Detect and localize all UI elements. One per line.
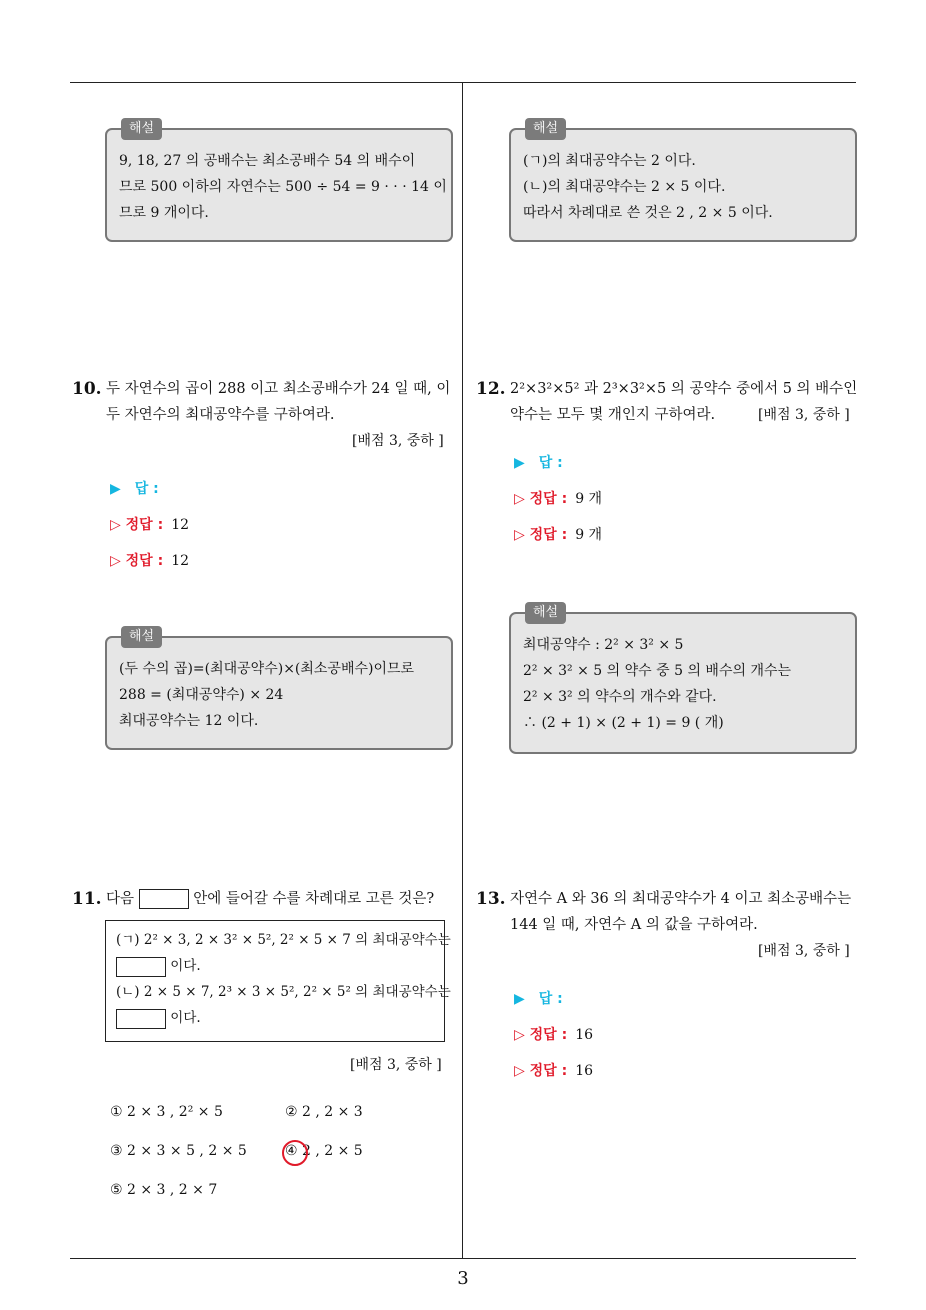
condition-b bbox=[116, 979, 451, 1005]
column-divider bbox=[462, 82, 463, 1258]
blank-box bbox=[116, 957, 166, 977]
question-11 bbox=[72, 886, 456, 916]
outline-triangle-icon: ▷ bbox=[514, 1063, 525, 1079]
question-13 bbox=[476, 886, 860, 946]
condition-tail: 이다. bbox=[170, 1010, 201, 1026]
question-line: 두 자연수의 최대공약수를 구하여라. bbox=[106, 407, 335, 423]
solution-box-q9 bbox=[105, 121, 453, 242]
solution-box-q12 bbox=[509, 605, 857, 754]
score-label: [배점 3, 중하 ] bbox=[352, 433, 444, 449]
correct-label: 정답 : bbox=[529, 491, 568, 507]
correct-answer-row bbox=[110, 514, 189, 534]
correct-answer-row bbox=[110, 550, 189, 570]
outline-triangle-icon: ▷ bbox=[514, 491, 525, 507]
choice-2[interactable]: ② 2 , 2 × 3 bbox=[285, 1104, 363, 1120]
solution-line: 2² × 3² 의 약수의 개수와 같다. bbox=[523, 689, 717, 705]
correct-value: 16 bbox=[575, 1027, 594, 1043]
top-rule bbox=[70, 82, 856, 83]
correct-label: 정답 : bbox=[125, 553, 164, 569]
solution-box-q11 bbox=[509, 121, 857, 242]
question-text-after: 안에 들어갈 수를 차례대로 고른 것은? bbox=[193, 891, 435, 907]
answer-prompt bbox=[514, 452, 563, 472]
solution-box-q10 bbox=[105, 629, 453, 750]
condition-a bbox=[116, 927, 451, 953]
play-triangle-icon: ▶ bbox=[514, 991, 525, 1007]
question-number: 11. bbox=[72, 889, 102, 909]
correct-answer-row bbox=[514, 488, 602, 508]
solution-label: 해설 bbox=[121, 118, 162, 140]
choice-4[interactable]: ④ 2 , 2 × 5 bbox=[285, 1143, 363, 1159]
answer-label: 답 : bbox=[134, 481, 159, 497]
correct-answer-row bbox=[514, 1024, 593, 1044]
solution-line: 따라서 차례대로 쓴 것은 2 , 2 × 5 이다. bbox=[523, 205, 773, 221]
page-number: 3 bbox=[457, 1268, 469, 1289]
condition-expression: 2² × 3, 2 × 3² × 5², 2² × 5 × 7 의 최대공약수는 bbox=[143, 932, 451, 948]
blank-box bbox=[139, 889, 189, 909]
correct-label: 정답 : bbox=[529, 1063, 568, 1079]
solution-line: 므로 500 이하의 자연수는 500 ÷ 54 = 9 · · · 14 이 bbox=[119, 179, 447, 195]
correct-value: 9 개 bbox=[575, 491, 603, 507]
score-label: [배점 3, 중하 ] bbox=[350, 1057, 442, 1073]
question-text bbox=[106, 886, 434, 912]
correct-answer-row bbox=[514, 1060, 593, 1080]
question-line: 두 자연수의 곱이 288 이고 최소공배수가 24 일 때, 이 bbox=[106, 381, 451, 397]
question-text-before: 다음 bbox=[106, 891, 135, 907]
question-10 bbox=[72, 376, 456, 436]
correct-label: 정답 : bbox=[529, 527, 568, 543]
correct-value: 12 bbox=[171, 553, 190, 569]
condition-prefix: (ㄴ) bbox=[116, 984, 144, 1000]
bottom-rule bbox=[70, 1258, 856, 1259]
condition-box bbox=[105, 920, 451, 1042]
correct-value: 12 bbox=[171, 517, 190, 533]
solution-line: (ㄴ)의 최대공약수는 2 × 5 이다. bbox=[523, 179, 726, 195]
question-number: 12. bbox=[476, 379, 506, 399]
score-label: [배점 3, 중하 ] bbox=[758, 407, 850, 423]
play-triangle-icon: ▶ bbox=[514, 455, 525, 471]
outline-triangle-icon: ▷ bbox=[514, 527, 525, 543]
question-line: 약수는 모두 몇 개인지 구하여라. bbox=[510, 407, 716, 423]
score-label: [배점 3, 중하 ] bbox=[758, 943, 850, 959]
solution-label: 해설 bbox=[121, 626, 162, 648]
condition-expression: 2 × 5 × 7, 2³ × 3 × 5², 2² × 5² 의 최대공약수는 bbox=[143, 984, 451, 1000]
question-line: 144 일 때, 자연수 A 의 값을 구하여라. bbox=[510, 917, 758, 933]
solution-label: 해설 bbox=[525, 602, 566, 624]
choice-3[interactable]: ③ 2 × 3 × 5 , 2 × 5 bbox=[110, 1143, 247, 1159]
correct-value: 16 bbox=[575, 1063, 594, 1079]
outline-triangle-icon: ▷ bbox=[110, 517, 121, 533]
solution-line: 288 = (최대공약수) × 24 bbox=[119, 687, 284, 703]
outline-triangle-icon: ▷ bbox=[514, 1027, 525, 1043]
selected-answer-circle bbox=[282, 1140, 308, 1166]
solution-label: 해설 bbox=[525, 118, 566, 140]
correct-value: 9 개 bbox=[575, 527, 603, 543]
answer-label: 답 : bbox=[538, 991, 563, 1007]
question-text bbox=[106, 376, 450, 428]
solution-line: 최대공약수 : 2² × 3² × 5 bbox=[523, 637, 684, 653]
question-number: 13. bbox=[476, 889, 506, 909]
answer-label: 답 : bbox=[538, 455, 563, 471]
solution-line: 9, 18, 27 의 공배수는 최소공배수 54 의 배수이 bbox=[119, 153, 416, 169]
question-text bbox=[510, 886, 851, 938]
correct-label: 정답 : bbox=[529, 1027, 568, 1043]
question-line: 2²×3²×5² 과 2³×3²×5 의 공약수 중에서 5 의 배수인 bbox=[510, 381, 858, 397]
question-number: 10. bbox=[72, 379, 102, 399]
condition-tail: 이다. bbox=[170, 958, 201, 974]
solution-line: 2² × 3² × 5 의 약수 중 5 의 배수의 개수는 bbox=[523, 663, 792, 679]
condition-prefix: (ㄱ) bbox=[116, 932, 144, 948]
solution-line: 므로 9 개이다. bbox=[119, 205, 209, 221]
solution-line: 최대공약수는 12 이다. bbox=[119, 713, 259, 729]
correct-label: 정답 : bbox=[125, 517, 164, 533]
question-line: 자연수 A 와 36 의 최대공약수가 4 이고 최소공배수는 bbox=[510, 891, 852, 907]
choice-5[interactable]: ⑤ 2 × 3 , 2 × 7 bbox=[110, 1182, 218, 1198]
answer-prompt bbox=[514, 988, 563, 1008]
play-triangle-icon: ▶ bbox=[110, 481, 121, 497]
condition-a-tail bbox=[116, 953, 434, 979]
answer-prompt bbox=[110, 478, 159, 498]
condition-b-tail bbox=[116, 1005, 434, 1031]
solution-line: ∴ (2 + 1) × (2 + 1) = 9 ( 개) bbox=[523, 715, 724, 731]
blank-box bbox=[116, 1009, 166, 1029]
solution-line: (ㄱ)의 최대공약수는 2 이다. bbox=[523, 153, 696, 169]
solution-line: (두 수의 곱)=(최대공약수)×(최소공배수)이므로 bbox=[119, 661, 415, 677]
choice-1[interactable]: ① 2 × 3 , 2² × 5 bbox=[110, 1104, 223, 1120]
correct-answer-row bbox=[514, 524, 602, 544]
outline-triangle-icon: ▷ bbox=[110, 553, 121, 569]
